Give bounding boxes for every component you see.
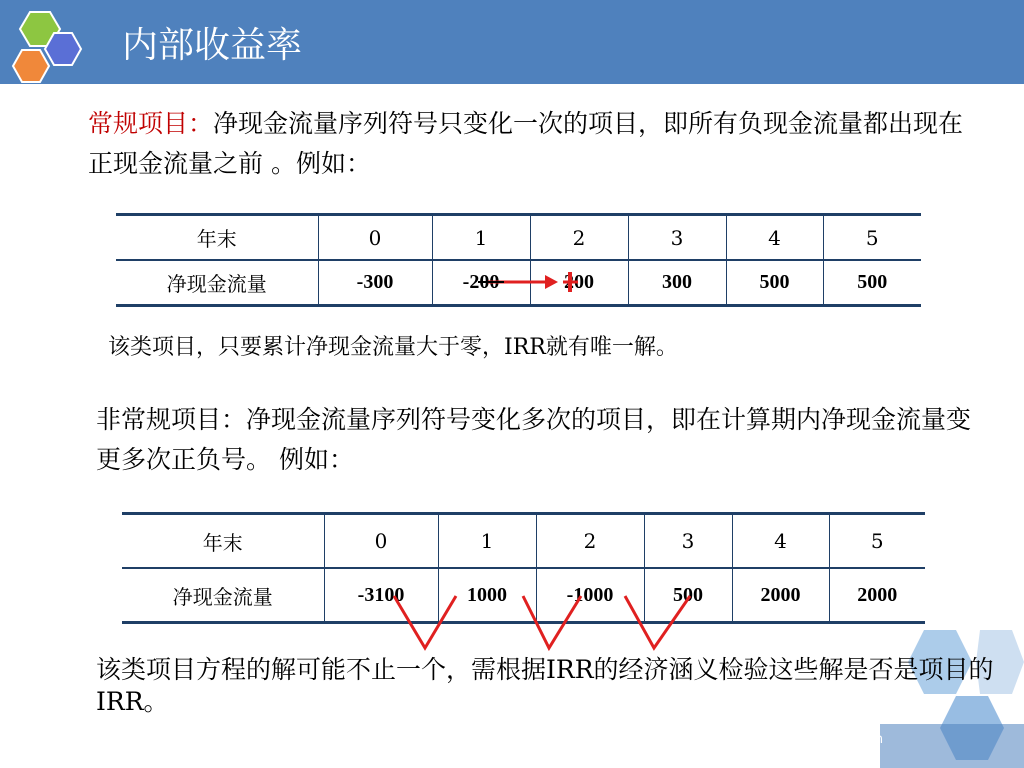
year-cell: 0 bbox=[324, 514, 438, 569]
conventional-note: 该类项目，只要累计净现金流量大于零，IRR就有唯一解。 bbox=[108, 335, 678, 360]
table-row bbox=[122, 568, 925, 623]
year-header-label: 年末 bbox=[122, 514, 324, 569]
year-cell: 2 bbox=[530, 215, 628, 261]
table-header-row bbox=[116, 215, 921, 261]
year-cell: 5 bbox=[823, 215, 921, 261]
cashflow-cell: 500 bbox=[823, 260, 921, 306]
non-conventional-note: 该类项目方程的解可能不止一个，需根据IRR的经济涵义检验这些解是否是项目的IRR。 bbox=[96, 655, 994, 716]
cashflow-cell: -200 bbox=[432, 260, 530, 306]
cashflow-cell: 500 bbox=[644, 568, 732, 623]
year-cell: 0 bbox=[318, 215, 432, 261]
footer-url: www.ujn.edu.cn bbox=[780, 732, 884, 747]
year-cell: 2 bbox=[536, 514, 644, 569]
year-header-label: 年末 bbox=[116, 215, 318, 261]
year-cell: 4 bbox=[732, 514, 829, 569]
logo-orange-hexagon bbox=[13, 50, 49, 82]
cashflow-cell: -3100 bbox=[324, 568, 438, 623]
cashflow-row-label: 净现金流量 bbox=[116, 260, 318, 306]
non-conventional-definition: 非常规项目：净现金流量序列符号变化多次的项目，即在计算期内净现金流量变更多次正负号。 例如： bbox=[96, 405, 972, 474]
cashflow-cell: 1000 bbox=[438, 568, 536, 623]
conventional-label: 常规项目： bbox=[88, 109, 214, 138]
year-cell: 3 bbox=[628, 215, 726, 261]
year-cell: 5 bbox=[829, 514, 925, 569]
cashflow-cell: 2000 bbox=[732, 568, 829, 623]
table-row bbox=[116, 260, 921, 306]
conventional-cashflow-table bbox=[116, 213, 921, 307]
cashflow-cell: 500 bbox=[726, 260, 823, 306]
year-cell: 3 bbox=[644, 514, 732, 569]
hexagon-logo-icon bbox=[10, 10, 90, 86]
non-conventional-cashflow-table bbox=[122, 512, 925, 624]
cashflow-row-label: 净现金流量 bbox=[122, 568, 324, 623]
table-header-row bbox=[122, 514, 925, 569]
footer-band bbox=[880, 724, 1024, 768]
logo-blue-hexagon bbox=[45, 33, 81, 65]
page-title: 内部收益率 bbox=[122, 25, 303, 66]
year-cell: 1 bbox=[438, 514, 536, 569]
cashflow-cell: -300 bbox=[318, 260, 432, 306]
year-cell: 1 bbox=[432, 215, 530, 261]
conventional-definition bbox=[88, 104, 988, 184]
cashflow-cell: 200 bbox=[530, 260, 628, 306]
cashflow-cell: 2000 bbox=[829, 568, 925, 623]
cashflow-cell: -1000 bbox=[536, 568, 644, 623]
year-cell: 4 bbox=[726, 215, 823, 261]
cashflow-cell: 300 bbox=[628, 260, 726, 306]
conventional-definition-text: 净现金流量序列符号只变化一次的项目，即所有负现金流量都出现在正现金流量之前 。例如： bbox=[88, 109, 964, 178]
